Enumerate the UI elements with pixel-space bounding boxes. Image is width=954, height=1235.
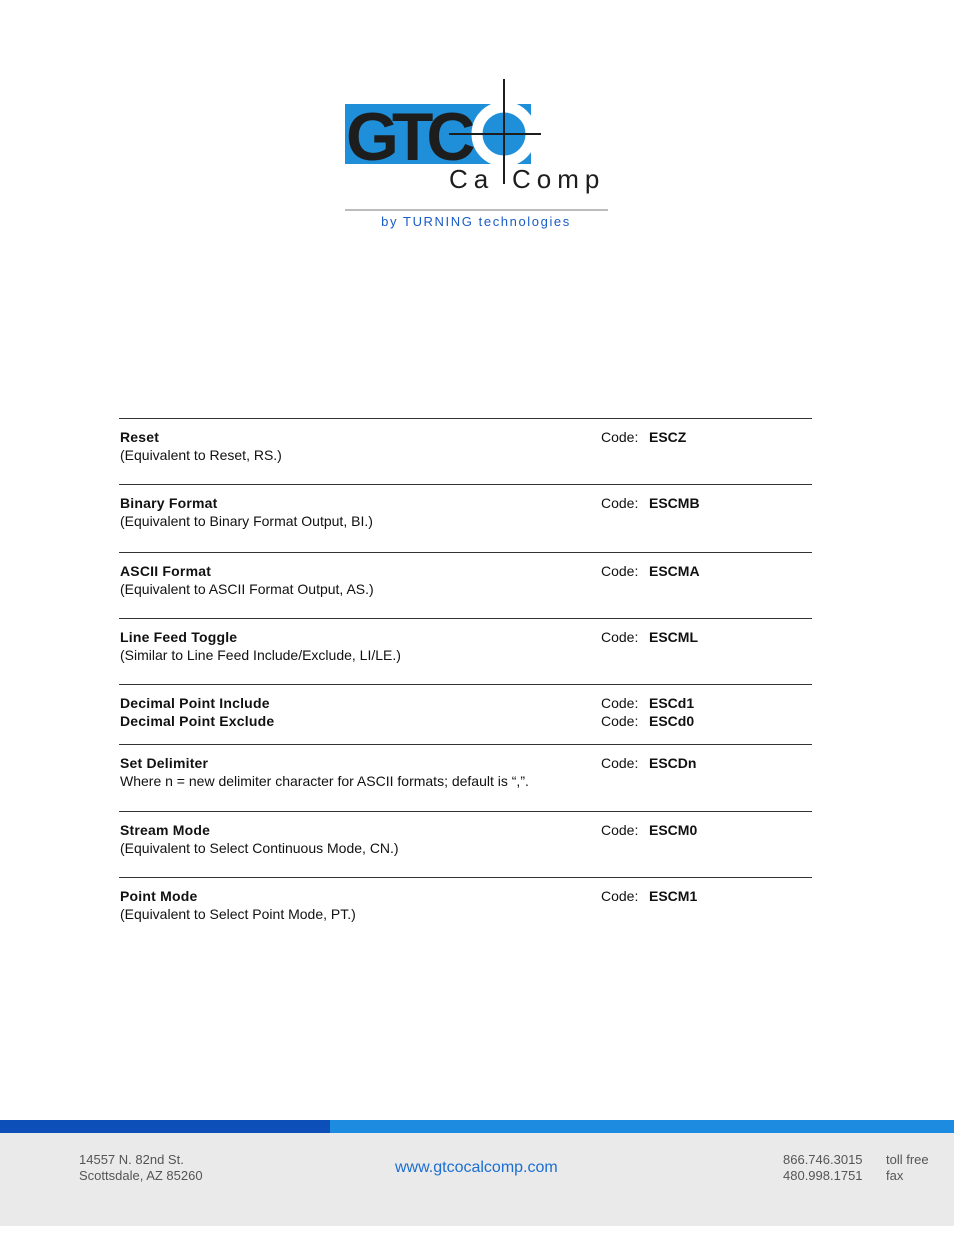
command-title: Line Feed Toggle xyxy=(120,629,238,645)
code-label: Code: xyxy=(601,713,639,729)
command-row-point-mode xyxy=(119,877,812,937)
command-code xyxy=(601,494,700,512)
code-label: Code: xyxy=(601,888,639,904)
svg-text:Ca: Ca xyxy=(449,164,495,194)
code-value: ESCM0 xyxy=(649,822,698,838)
command-row-reset xyxy=(119,418,812,484)
command-code xyxy=(601,821,697,839)
command-code xyxy=(601,628,698,646)
code-value: ESCMA xyxy=(649,563,700,579)
command-description: (Equivalent to ASCII Format Output, AS.) xyxy=(120,581,374,597)
command-description: (Equivalent to Reset, RS.) xyxy=(120,447,282,463)
toll-free-label: toll free xyxy=(886,1152,929,1167)
company-logo xyxy=(330,70,630,240)
code-value: ESCMB xyxy=(649,495,700,511)
code-label: Code: xyxy=(601,822,639,838)
page-footer xyxy=(0,1120,954,1226)
code-value: ESCZ xyxy=(649,429,687,445)
code-label: Code: xyxy=(601,495,639,511)
toll-free-number: 866.746.3015 xyxy=(783,1152,863,1167)
footer-accent-bar-light xyxy=(330,1120,954,1133)
code-label: Code: xyxy=(601,695,639,711)
code-value: ESCDn xyxy=(649,755,697,771)
command-row-ascii-format xyxy=(119,552,812,618)
command-description: (Equivalent to Select Continuous Mode, CN.) xyxy=(120,840,399,856)
command-title: Set Delimiter xyxy=(120,755,209,771)
fax-number: 480.998.1751 xyxy=(783,1168,863,1183)
code-value: ESCd0 xyxy=(649,713,695,729)
command-row-decimal-point xyxy=(119,684,812,744)
svg-text:by TURNING technologies: by TURNING technologies xyxy=(381,214,571,229)
command-title-secondary: Decimal Point Exclude xyxy=(120,713,275,729)
address-line-1: 14557 N. 82nd St. xyxy=(79,1152,184,1167)
code-label: Code: xyxy=(601,429,639,445)
command-code xyxy=(601,562,700,580)
svg-text:GTC: GTC xyxy=(346,99,469,175)
code-value: ESCM1 xyxy=(649,888,698,904)
fax-label: fax xyxy=(886,1168,904,1183)
command-title: Reset xyxy=(120,429,160,445)
command-title: Point Mode xyxy=(120,888,198,904)
footer-phone-numbers xyxy=(783,1152,863,1184)
footer-accent-bar-dark xyxy=(0,1120,330,1133)
code-label: Code: xyxy=(601,755,639,771)
command-row-line-feed-toggle xyxy=(119,618,812,684)
command-title: ASCII Format xyxy=(120,563,212,579)
command-code xyxy=(601,754,696,772)
escape-command-list xyxy=(119,418,812,937)
command-row-binary-format xyxy=(119,484,812,552)
command-description: (Similar to Line Feed Include/Exclude, LI/LE.) xyxy=(120,647,401,663)
command-code xyxy=(601,887,697,905)
command-code xyxy=(601,712,694,730)
code-label: Code: xyxy=(601,629,639,645)
command-description: Where n = new delimiter character for ASCII formats; default is “,”. xyxy=(120,773,529,789)
command-row-set-delimiter xyxy=(119,744,812,811)
command-title: Stream Mode xyxy=(120,822,211,838)
website-link[interactable]: www.gtcocalcomp.com xyxy=(395,1159,558,1176)
command-code xyxy=(601,428,686,446)
footer-address xyxy=(79,1152,203,1184)
svg-text:Comp: Comp xyxy=(512,164,606,194)
command-description: (Equivalent to Select Point Mode, PT.) xyxy=(120,906,356,922)
footer-phone-labels xyxy=(886,1152,929,1184)
command-row-stream-mode xyxy=(119,811,812,877)
code-value: ESCML xyxy=(649,629,698,645)
command-title: Binary Format xyxy=(120,495,218,511)
address-line-2: Scottsdale, AZ 85260 xyxy=(79,1168,203,1183)
code-label: Code: xyxy=(601,563,639,579)
code-value: ESCd1 xyxy=(649,695,695,711)
command-description: (Equivalent to Binary Format Output, BI.) xyxy=(120,513,373,529)
command-code xyxy=(601,694,694,712)
command-title: Decimal Point Include xyxy=(120,695,270,711)
